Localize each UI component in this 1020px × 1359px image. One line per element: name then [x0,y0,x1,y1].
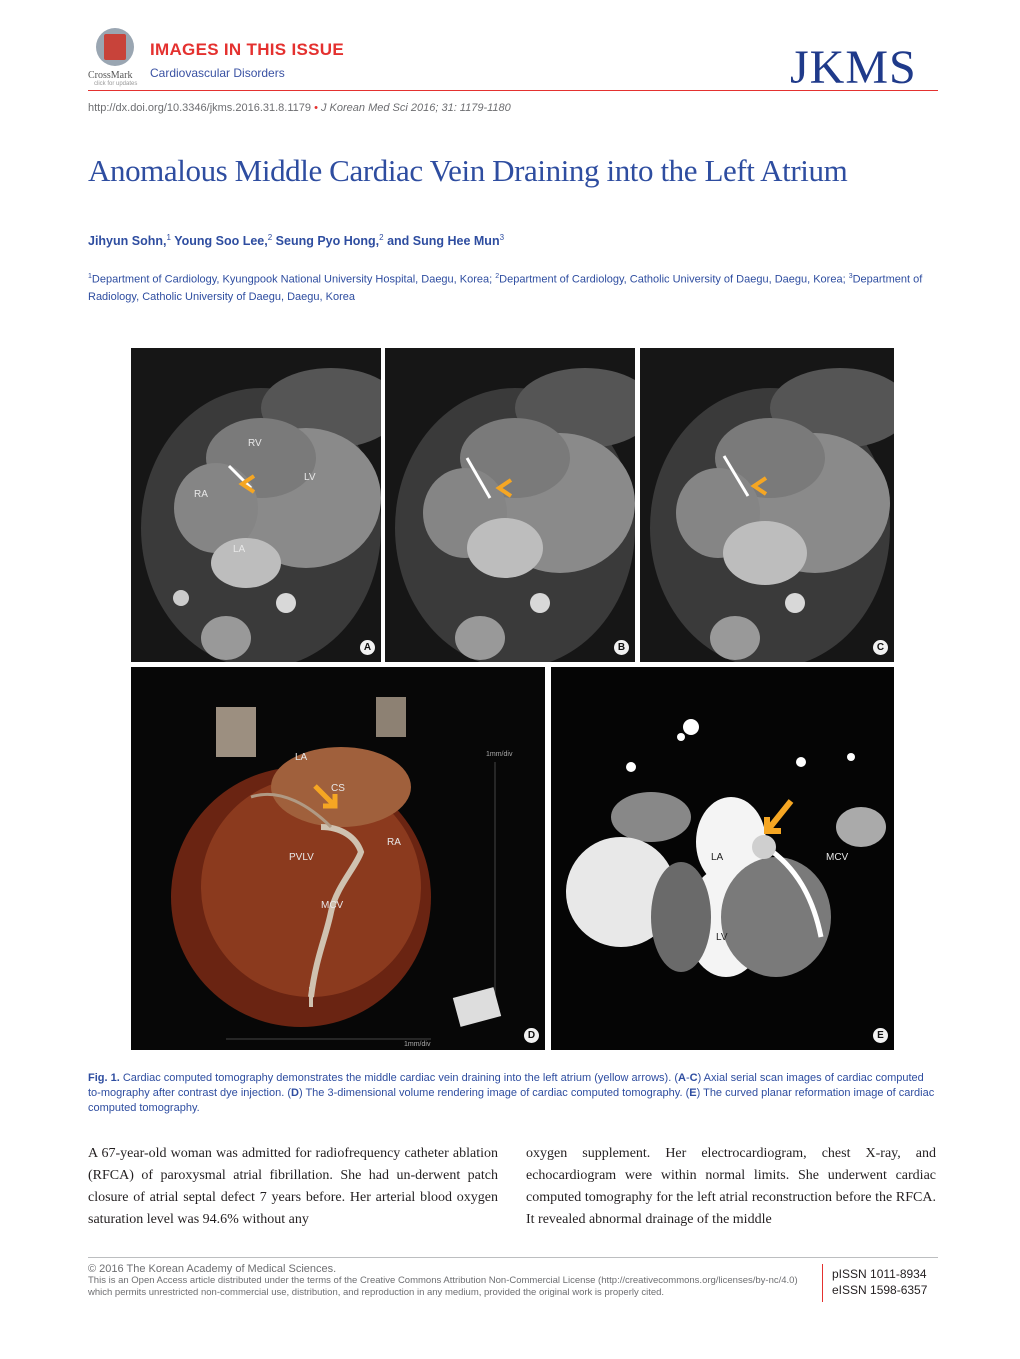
body-column-1: A 67-year-old woman was admitted for radiofrequency catheter ablation (RFCA) of paroxysmal atrial fibrillation. She had un-derwent patch closure of atrial septal defect 7 years before. Her arterial blood oxygen saturation level was 94.6% without any [88,1146,498,1227]
author-list: Jihyun Sohn,$^1$ Young Soo Lee,$^2$ Seung Pyo Hong,$^2$ and Sung Hee Mun$^3$ [88,233,505,249]
section-title: IMAGES IN THIS ISSUE [150,40,344,59]
crossmark-logo[interactable]: CrossMark click for updates [88,28,140,90]
label-mcv: MCV [826,852,849,863]
journal-logo: JKMS [790,41,917,94]
label-lv: LV [304,472,316,483]
scale-label-top: 1mm/div [486,751,513,758]
label-ra: RA [387,837,401,848]
figure-caption: Fig. 1. Cardiac computed tomography demonstrates the middle cardiac vein draining into the left atrium (yellow arrows). (A-C) Axial serial scan images of cardiac computed to-mography after contrast dye injection. (D) The 3-dimensional volume rendering image of cardiac computed tomography. (E) The curved planar reformation image of cardiac computed tomography. [88,1072,935,1114]
issn-block [832,1266,927,1298]
figure-panel-d [131,667,545,1050]
affiliations: $^1$Department of Cardiology, Kyungpook National University Hospital, Daegu, Korea; $^2$Department of Cardiology, Catholic University of Daegu, Daegu, Korea; $^3$Department of Radiology, Catholic University of Daegu, Daegu, Korea [88,273,923,303]
footer-license [88,1263,818,1299]
body-column-2: oxygen supplement. Her electrocardiogram, chest X-ray, and echocardiogram were within normal limits. She underwent cardiac computed tomography for the left atrial reconstruction before the RFCA. It revealed abnormal drainage of the middle [526,1146,936,1227]
doi-line [88,102,511,114]
label-la: LA [711,852,724,863]
label-pvlv: PVLV [289,852,314,863]
panel-letter-b: B [614,640,629,655]
citation: J Korean Med Sci 2016; 31: 1179-1180 [321,102,511,114]
ct-axial-image-b [385,348,635,662]
label-rv: RV [248,438,262,449]
yellow-arrow-icon [493,478,515,498]
volume-rendering-image [131,667,545,1050]
label-lv: LV [716,932,728,943]
panel-letter-e: E [873,1028,888,1043]
footer-separator [822,1264,823,1302]
author: Young Soo Lee, [174,234,268,249]
figure-panel-b [385,348,635,662]
yellow-arrow-icon [236,474,258,494]
copyright: © 2016 The Korean Academy of Medical Sciences. [88,1263,337,1275]
pissn: pISSN 1011-8934 [832,1267,927,1281]
scale-label-bottom: 1mm/div [404,1041,431,1048]
section-category: Cardiovascular Disorders [150,66,285,80]
author: and Sung Hee Mun [387,234,500,249]
author: Jihyun Sohn, [88,234,167,249]
yellow-arrow-icon [748,476,770,496]
article-title: Anomalous Middle Cardiac Vein Draining into the Left Atrium [88,153,848,188]
panel-letter-d: D [524,1028,539,1043]
license-line: which permits unrestricted non-commercial use, distribution, and reproduction in any medium, provided the original work is properly cited. [88,1287,665,1298]
footer-divider [88,1257,938,1258]
label-ra: RA [194,489,208,500]
license-line: This is an Open Access article distributed under the terms of the Creative Commons Attribution Non-Commercial License (http://creativecommons.org/licenses/by-nc/4.0) [88,1275,798,1286]
doi-link[interactable]: http://dx.doi.org/10.3346/jkms.2016.31.8.1179 [88,102,312,114]
figure-panel-a [131,348,381,662]
label-mcv: MCV [321,900,344,911]
panel-letter-c: C [873,640,888,655]
author: Seung Pyo Hong, [275,234,380,249]
doi-separator: • [314,102,318,114]
panel-letter-a: A [360,640,375,655]
eissn: eISSN 1598-6357 [832,1283,928,1297]
yellow-arrow-icon [311,782,341,812]
label-cs: CS [331,783,345,794]
ct-axial-image-a [131,348,381,662]
figure-panel-e [551,667,894,1050]
yellow-arrow-icon [759,797,795,837]
label-la: LA [295,752,308,763]
ct-axial-image-c [640,348,894,662]
label-la: LA [233,544,246,555]
figure-panel-c [640,348,894,662]
